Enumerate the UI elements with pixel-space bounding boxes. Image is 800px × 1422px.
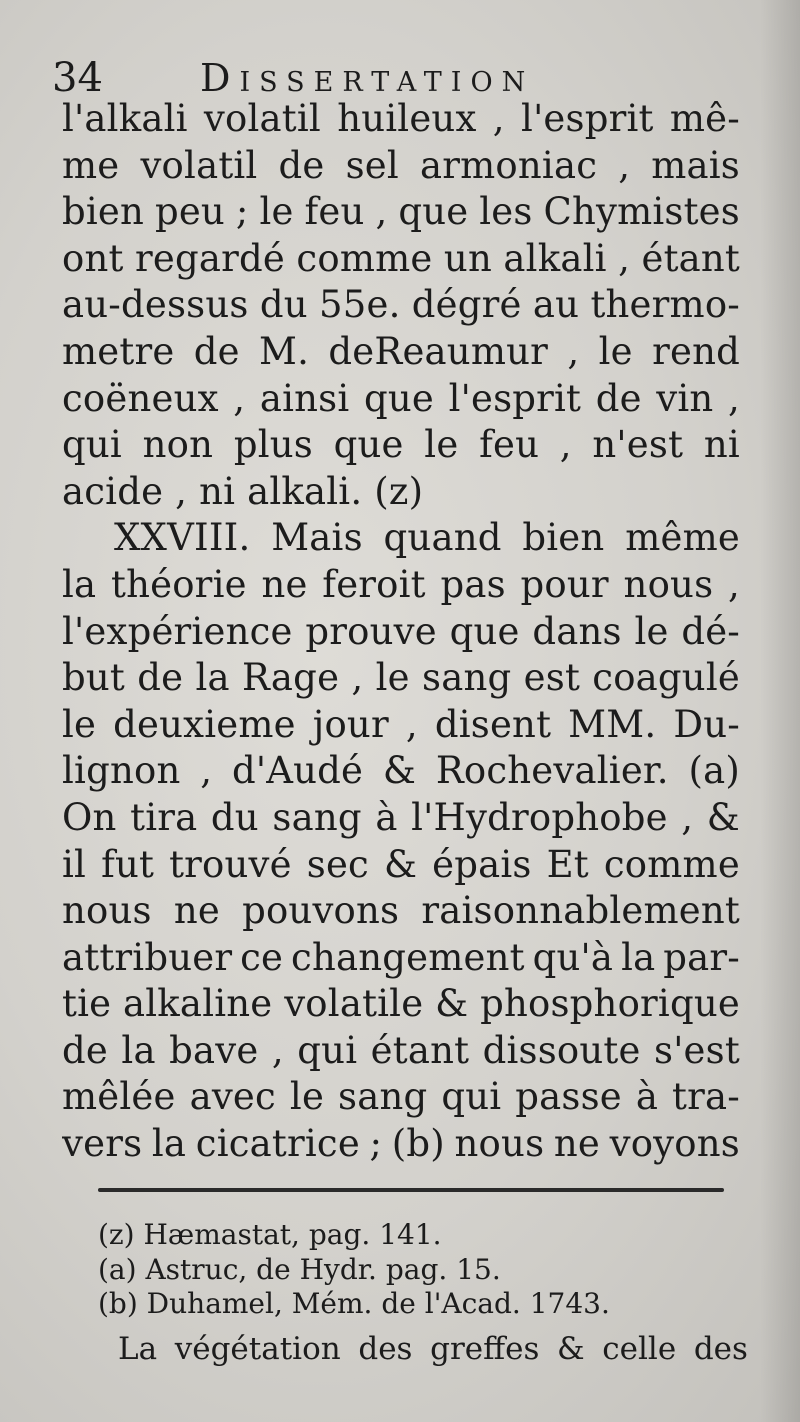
footnote-rule — [98, 1188, 724, 1192]
footnote: (b) Duhamel, Mém. de l'Acad. 1743. — [98, 1287, 610, 1320]
text-line: me volatil de sel armoniac , mais — [62, 143, 740, 187]
footnote: (a) Astruc, de Hydr. pag. 15. — [98, 1252, 501, 1286]
text-line: but de la Rage , le sang est coagulé — [62, 656, 740, 700]
text-line: l'alkali volatil huileux , l'esprit mê- — [62, 97, 740, 140]
text-line: l'expérience prouve que dans le dé- — [62, 609, 740, 653]
text-line: coëneux , ainsi que l'esprit de vin , — [62, 376, 740, 420]
footnote: (z) Hæmastat, pag. 141. — [98, 1218, 442, 1251]
text-line: acide , ni alkali. (z) — [62, 469, 424, 513]
text-line: bien peu ; le feu , que les Chymistes — [62, 190, 740, 234]
text-line: tie alkaline volatile & phosphorique — [62, 982, 740, 1026]
text-line: ont regardé comme un alkali , étant — [62, 236, 740, 280]
text-line: au-dessus du 55e. dégré au thermo- — [62, 283, 740, 327]
text-line: le deuxieme jour , disent MM. Du- — [62, 702, 740, 746]
page-number: 34 — [52, 55, 103, 101]
paragraph-start-line: XXVIII. Mais quand bien même — [114, 516, 740, 560]
text-line: vers la cicatrice ; (b) nous ne voyons — [62, 1122, 740, 1166]
text-line: On tira du sang à l'Hydrophobe , & — [62, 795, 740, 839]
text-line: lignon , d'Audé & Rochevalier. (a) — [62, 749, 740, 793]
catchline: La végétation des greffes & celle des — [118, 1331, 748, 1367]
text-line: la théorie ne feroit pas pour nous , — [62, 562, 740, 606]
text-line: de la bave , qui étant dissoute s'est — [62, 1028, 740, 1072]
text-line: il fut trouvé sec & épais Et comme — [62, 842, 740, 886]
running-head: Dissertation — [200, 56, 535, 100]
footnotes — [98, 1218, 748, 1322]
text-line: qui non plus que le feu , n'est ni — [62, 423, 740, 467]
text-line: mêlée avec le sang qui passe à tra- — [62, 1075, 740, 1119]
text-line: attribuer ce changement qu'à la par- — [62, 935, 740, 979]
body-text — [62, 96, 740, 1168]
text-line: nous ne pouvons raisonnablement — [62, 889, 740, 933]
text-line: metre de M. deReaumur , le rend — [62, 329, 740, 373]
